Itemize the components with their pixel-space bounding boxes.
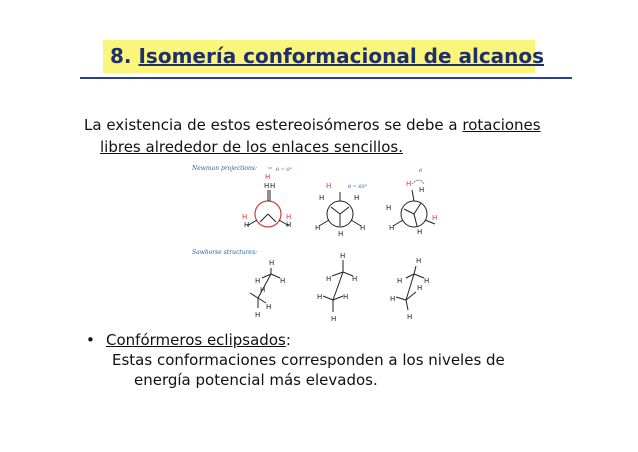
enlaces-link[interactable]: libres alrededor de los enlaces sencillos.	[100, 138, 403, 156]
atom-h: H	[286, 221, 292, 229]
atom-h: H	[319, 194, 325, 202]
atom-h: H	[255, 311, 261, 319]
newman-theta	[386, 168, 437, 236]
atom-h: H	[417, 284, 423, 292]
atom-h: H	[343, 293, 349, 301]
atom-h: H	[331, 315, 337, 323]
bullet-eclipsados	[86, 330, 572, 390]
rotaciones-link[interactable]: rotaciones	[462, 116, 541, 134]
title-number: 8.	[110, 44, 132, 68]
atom-h: H	[280, 277, 286, 285]
atom-h: H	[340, 252, 346, 260]
atom-h: H	[424, 277, 430, 285]
slide-title	[110, 44, 544, 68]
bullet-marker: •	[86, 331, 95, 349]
atom-h: H	[260, 286, 266, 294]
atom-h: H	[270, 182, 276, 190]
atom-h: H	[397, 277, 403, 285]
atom-h: H	[360, 224, 366, 232]
atom-h: H	[315, 224, 321, 232]
conformation-figure	[188, 162, 468, 327]
atom-h: H	[244, 221, 250, 229]
atom-h: H	[419, 186, 425, 194]
angle-0-label: θ = 0°	[276, 167, 293, 173]
newman-60	[315, 182, 368, 238]
atom-h: H	[264, 182, 270, 190]
bullet-text-line2: energía potencial más elevados.	[134, 371, 378, 389]
atom-h: H	[326, 182, 332, 190]
intro-paragraph	[84, 114, 568, 158]
atom-h: H	[352, 275, 358, 283]
angle-60-label: θ = 60°	[348, 184, 368, 190]
intro-text: La existencia de estos estereoisómeros se debe a	[84, 116, 463, 134]
atom-h: H	[416, 257, 422, 265]
sawhorse-label: Sawhorse structures:	[192, 249, 258, 256]
atom-h: H	[326, 275, 332, 283]
atom-h: H	[266, 303, 272, 311]
newman-eclipsed	[242, 167, 293, 229]
atom-h: H	[417, 228, 423, 236]
bullet-text-line1: Estas conformaciones corresponden a los niveles de	[112, 351, 505, 369]
atom-h: H	[286, 213, 292, 221]
bullet-colon: :	[285, 331, 291, 349]
title-rule	[80, 77, 572, 79]
newman-label: Newman projections:	[192, 165, 257, 172]
atom-h: H	[406, 180, 412, 188]
atom-h: H	[269, 259, 275, 267]
atom-h: H	[390, 295, 396, 303]
atom-h: H	[386, 204, 392, 212]
atom-h: H	[432, 214, 438, 222]
title-text: Isomería conformacional de alcanos	[138, 44, 545, 68]
atom-h: H	[354, 194, 360, 202]
angle-theta-label: θ	[419, 168, 423, 174]
sawhorse-2	[323, 260, 353, 312]
atom-h: H	[389, 224, 395, 232]
atom-h: H	[255, 277, 261, 285]
atom-h: H	[265, 173, 271, 181]
atom-h: H	[242, 213, 248, 221]
atom-h: H	[338, 230, 344, 238]
eclipsados-link[interactable]: Confórmeros eclipsados	[106, 331, 286, 349]
atom-h: H	[317, 293, 323, 301]
atom-h: H	[407, 313, 413, 321]
